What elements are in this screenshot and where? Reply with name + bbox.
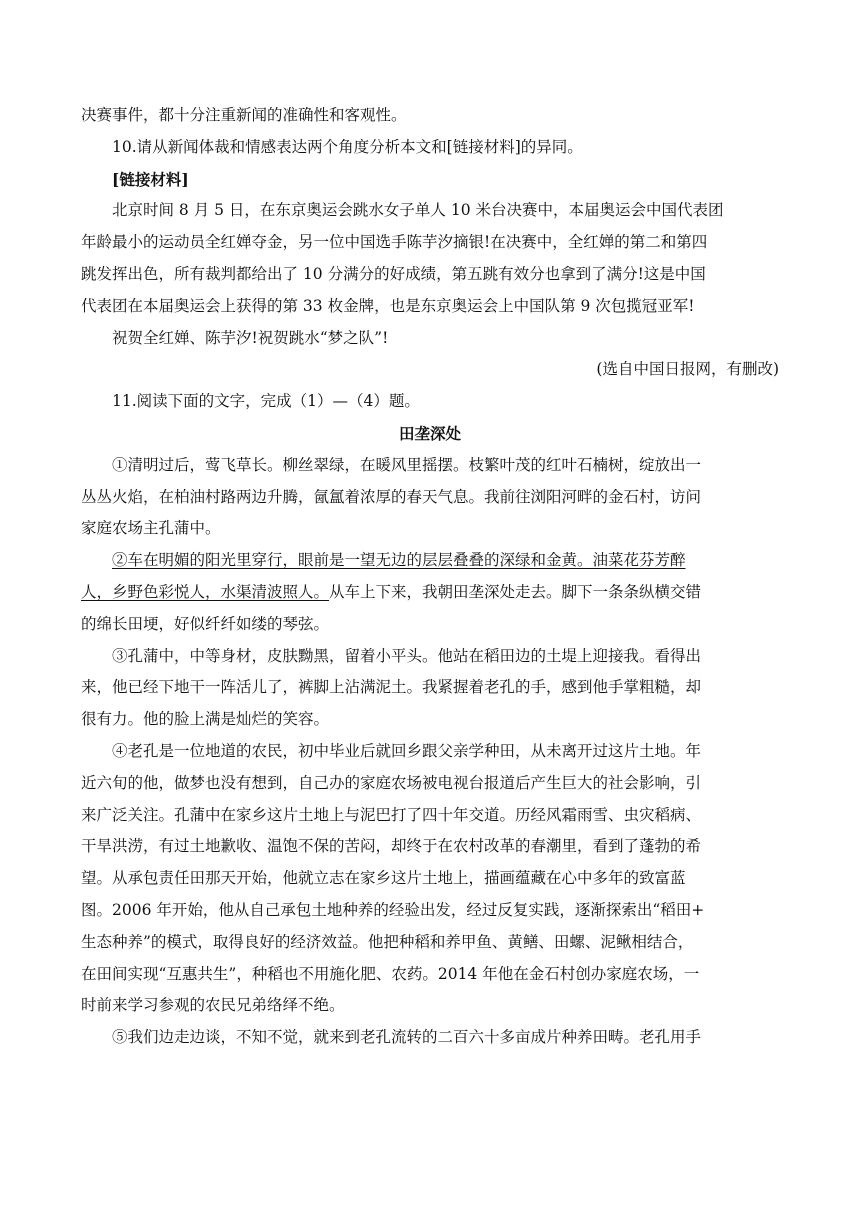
link-material-source: (选自中国日报网，有删改)	[596, 360, 779, 379]
paragraph-5-line: ⑤我们边走边谈，不知不觉，就来到老孔流转的二百六十多亩成片种养田畴。老孔用手	[112, 1028, 702, 1047]
document-page	[81, 100, 779, 1054]
link-material-congrats: 祝贺全红婵、陈芋汐!祝贺跳水“梦之队”!	[112, 328, 389, 347]
paragraph-4-line: 来广泛关注。孔蒲中在家乡这片土地上与泥巴打了四十年交道。历经风霜雨雪、虫灾稻病、	[81, 805, 702, 824]
paragraph-2-line: 的绵长田埂，好似纤纤如缕的琴弦。	[81, 614, 330, 633]
question-11: 11.阅读下面的文字，完成（1）—（4）题。	[112, 392, 420, 411]
paragraph-3-line: ③孔蒲中，中等身材，皮肤黝黑，留着小平头。他站在稻田边的土堤上迎接我。看得出	[112, 646, 702, 665]
link-material-line: 北京时间 8 月 5 日，在东京奥运会跳水女子单人 10 米台决赛中，本届奥运会中国代表团	[112, 201, 724, 220]
paragraph-4-line: 近六旬的他，做梦也没有想到，自己办的家庭农场被电视台报道后产生巨大的社会影响，引	[81, 773, 702, 792]
link-material-line: 年龄最小的运动员全红婵夺金，另一位中国选手陈芋汐摘银!在决赛中，全红婵的第二和第四	[81, 233, 708, 252]
paragraph-4-line: 生态种养”的模式，取得良好的经济效益。他把种稻和养甲鱼、黄鳝、田螺、泥鳅相结合，	[81, 932, 694, 951]
link-material-line: 跳发挥出色，所有裁判都给出了 10 分满分的好成绩，第五跳有效分也拿到了满分!这是中国	[81, 264, 706, 283]
paragraph-4-line: ④老孔是一位地道的农民，初中毕业后就回乡跟父亲学种田，从未离开过这片土地。年	[112, 741, 702, 760]
paragraph-4-line: 时前来学习参观的农民兄弟络绎不绝。	[81, 996, 345, 1015]
paragraph-3-line: 来，他已经下地干一阵活儿了，裤脚上沾满泥土。我紧握着老孔的手，感到他手掌粗糙，却	[81, 678, 702, 697]
link-material-heading: [链接材料]	[112, 169, 189, 189]
intro-tail-line: 决赛事件，都十分注重新闻的准确性和客观性。	[81, 106, 407, 124]
paragraph-2-line	[81, 577, 779, 609]
paragraph-3-line: 很有力。他的脸上满是灿烂的笑容。	[81, 710, 330, 729]
link-material-line: 代表团在本届奥运会上获得的第 33 枚金牌，也是东京奥运会上中国队第 9 次包揽冠亚军!	[81, 296, 695, 315]
paragraph-1-line: 家庭农场主孔蒲中。	[81, 519, 221, 538]
paragraph-4-line: 图。2006 年开始，他从自己承包土地种养的经验出发，经过反复实践，逐渐探索出“稻田+	[81, 900, 705, 919]
paragraph-2-underlined-phrase: 人，乡野色彩悦人，水渠清波照人。	[81, 582, 330, 601]
paragraph-4-line: 望。从承包责任田那天开始，他就立志在家乡这片土地上，描画蕴藏在心中多年的致富蓝	[81, 869, 686, 888]
question-10: 10.请从新闻体裁和情感表达两个角度分析本文和[链接材料]的异同。	[112, 137, 583, 156]
paragraph-2-underlined-line: ②车在明媚的阳光里穿行，眼前是一望无边的层层叠叠的深绿和金黄。油菜花芬芳醉	[112, 551, 686, 570]
paragraph-2-rest: 从车上下来，我朝田垄深处走去。脚下一条条纵横交错	[329, 582, 702, 601]
paragraph-4-line: 干旱洪涝，有过土地歉收、温饱不保的苦闷，却终于在农村改革的春潮里，看到了蓬勃的希	[81, 837, 702, 856]
paragraph-1-line: 丛丛火焰，在柏油村路两边升腾，氤氲着浓厚的春天气息。我前往浏阳河畔的金石村，访问	[81, 487, 702, 506]
paragraph-4-line: 在田间实现“互惠共生”，种稻也不用施化肥、农药。2014 年他在金石村创办家庭农场，一	[81, 964, 700, 983]
article-title: 田垄深处	[398, 423, 461, 443]
paragraph-1-line: ①清明过后，莺飞草长。柳丝翠绿，在暖风里摇摆。枝繁叶茂的红叶石楠树，绽放出一	[112, 455, 702, 474]
